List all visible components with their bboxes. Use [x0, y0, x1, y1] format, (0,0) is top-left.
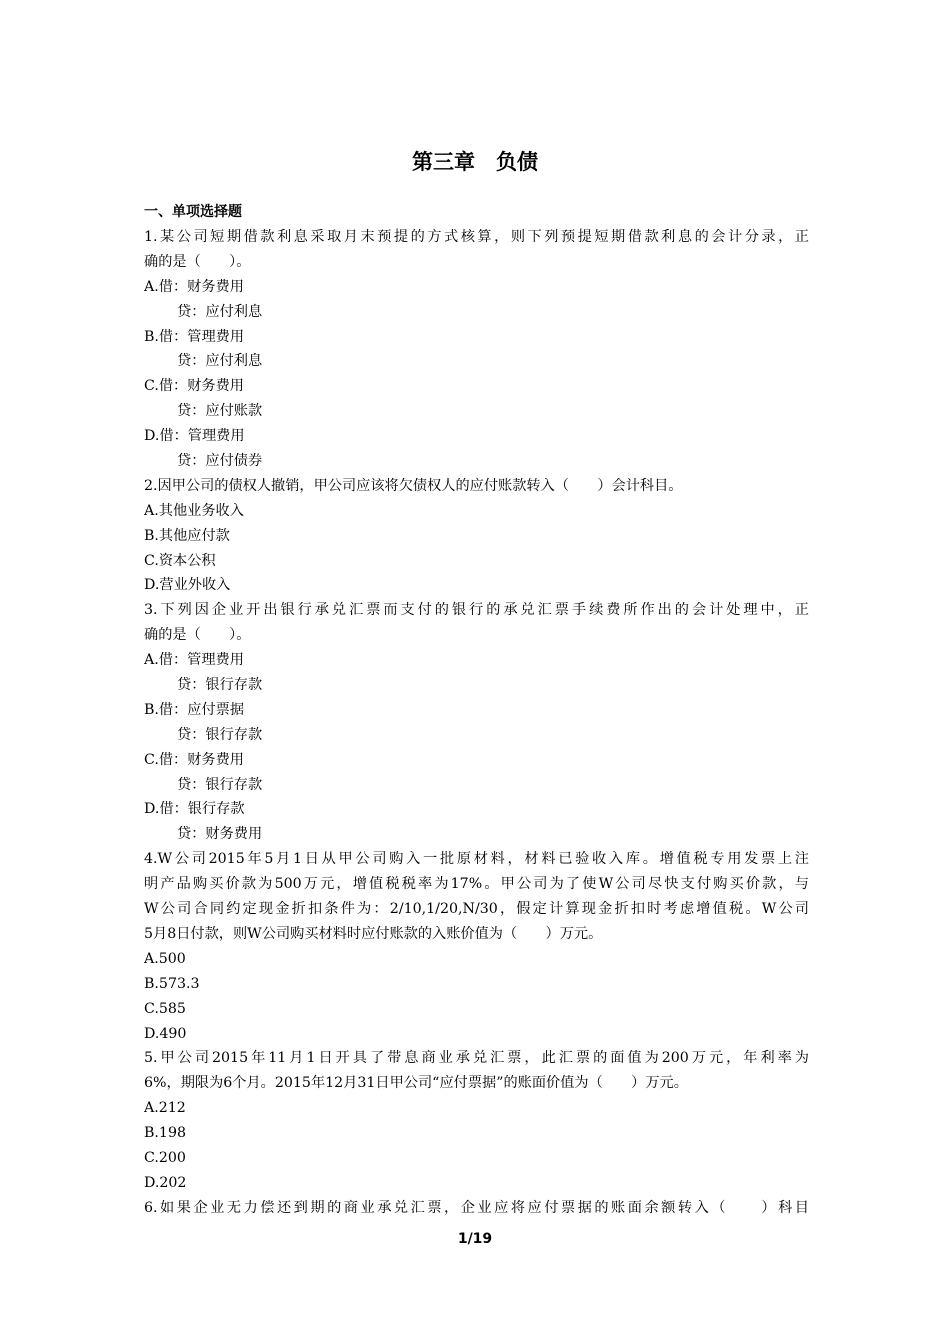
text-line: 贷：财务费用 — [177, 826, 263, 843]
text-line: 6.如果企业无力偿还到期的商业承兑汇票，企业应将应付票据的账面余额转入（ ）科目 — [144, 1199, 809, 1216]
text-line: 2.因甲公司的债权人撤销，甲公司应该将欠债权人的应付账款转入（ ）会计科目。 — [144, 477, 683, 494]
page-number: 1/19 — [457, 1231, 493, 1247]
text-line: 确的是（ ）。 — [144, 627, 251, 644]
text-line: C.585 — [144, 1000, 186, 1017]
text-line: D.借：管理费用 — [144, 428, 245, 445]
text-line: C.借：财务费用 — [144, 378, 244, 395]
text-line: W公司合同约定现金折扣条件为：2/10,1/20,N/30，假定计算现金折扣时考虑增值税。W公司 — [144, 901, 809, 918]
text-line: D.490 — [144, 1025, 187, 1042]
text-line: A.借：管理费用 — [144, 652, 244, 669]
text-line: 贷：银行存款 — [177, 776, 263, 793]
text-line: A.500 — [144, 950, 186, 967]
text-line: 贷：应付利息 — [177, 303, 263, 320]
text-line: 明产品购买价款为500万元，增值税税率为17%。甲公司为了使W公司尽快支付购买价款，与 — [144, 876, 809, 893]
text-line: D.营业外收入 — [144, 577, 231, 594]
text-line: B.借：管理费用 — [144, 328, 245, 345]
text-line: B.573.3 — [144, 975, 200, 992]
text-line: D.借：银行存款 — [144, 801, 245, 818]
text-line: 贷：应付债券 — [177, 453, 263, 470]
text-line: 3.下列因企业开出银行承兑汇票而支付的银行的承兑汇票手续费所作出的会计处理中，正 — [144, 602, 809, 619]
text-line: C.借：财务费用 — [144, 751, 244, 768]
text-line: C.200 — [144, 1149, 186, 1166]
text-line: 4.W公司2015年5月1日从甲公司购入一批原材料，材料已验收入库。增值税专用发票上注 — [144, 851, 809, 868]
text-line: 贷：应付利息 — [177, 353, 263, 370]
text-line: 5月8日付款，则W公司购买材料时应付账款的入账价值为（ ）万元。 — [144, 925, 603, 942]
page-title: 第三章 负债 — [412, 150, 538, 174]
document-body — [144, 225, 809, 1221]
text-line: D.202 — [144, 1174, 187, 1191]
text-line: C.资本公积 — [144, 552, 216, 569]
text-line: 贷：银行存款 — [177, 726, 263, 743]
text-line: 1.某公司短期借款利息采取月末预提的方式核算，则下列预提短期借款利息的会计分录，正 — [144, 229, 809, 245]
text-line: B.198 — [144, 1125, 187, 1142]
text-line: 确的是（ ）。 — [144, 253, 251, 270]
text-line: A.其他业务收入 — [144, 502, 244, 519]
text-line: 贷：银行存款 — [177, 677, 263, 694]
text-line: A.212 — [144, 1100, 186, 1117]
text-line: 贷：应付账款 — [177, 403, 263, 420]
section-heading: 一、单项选择题 — [144, 204, 242, 220]
text-line: 6%，期限为6个月。2015年12月31日甲公司“应付票据”的账面价值为（ ）万元。 — [144, 1075, 688, 1092]
text-line: 5.甲公司2015年11月1日开具了带息商业承兑汇票，此汇票的面值为200万元，年利率为 — [144, 1050, 809, 1067]
text-line: B.借：应付票据 — [144, 701, 245, 718]
text-line: B.其他应付款 — [144, 527, 230, 544]
text-line: A.借：财务费用 — [144, 278, 244, 295]
